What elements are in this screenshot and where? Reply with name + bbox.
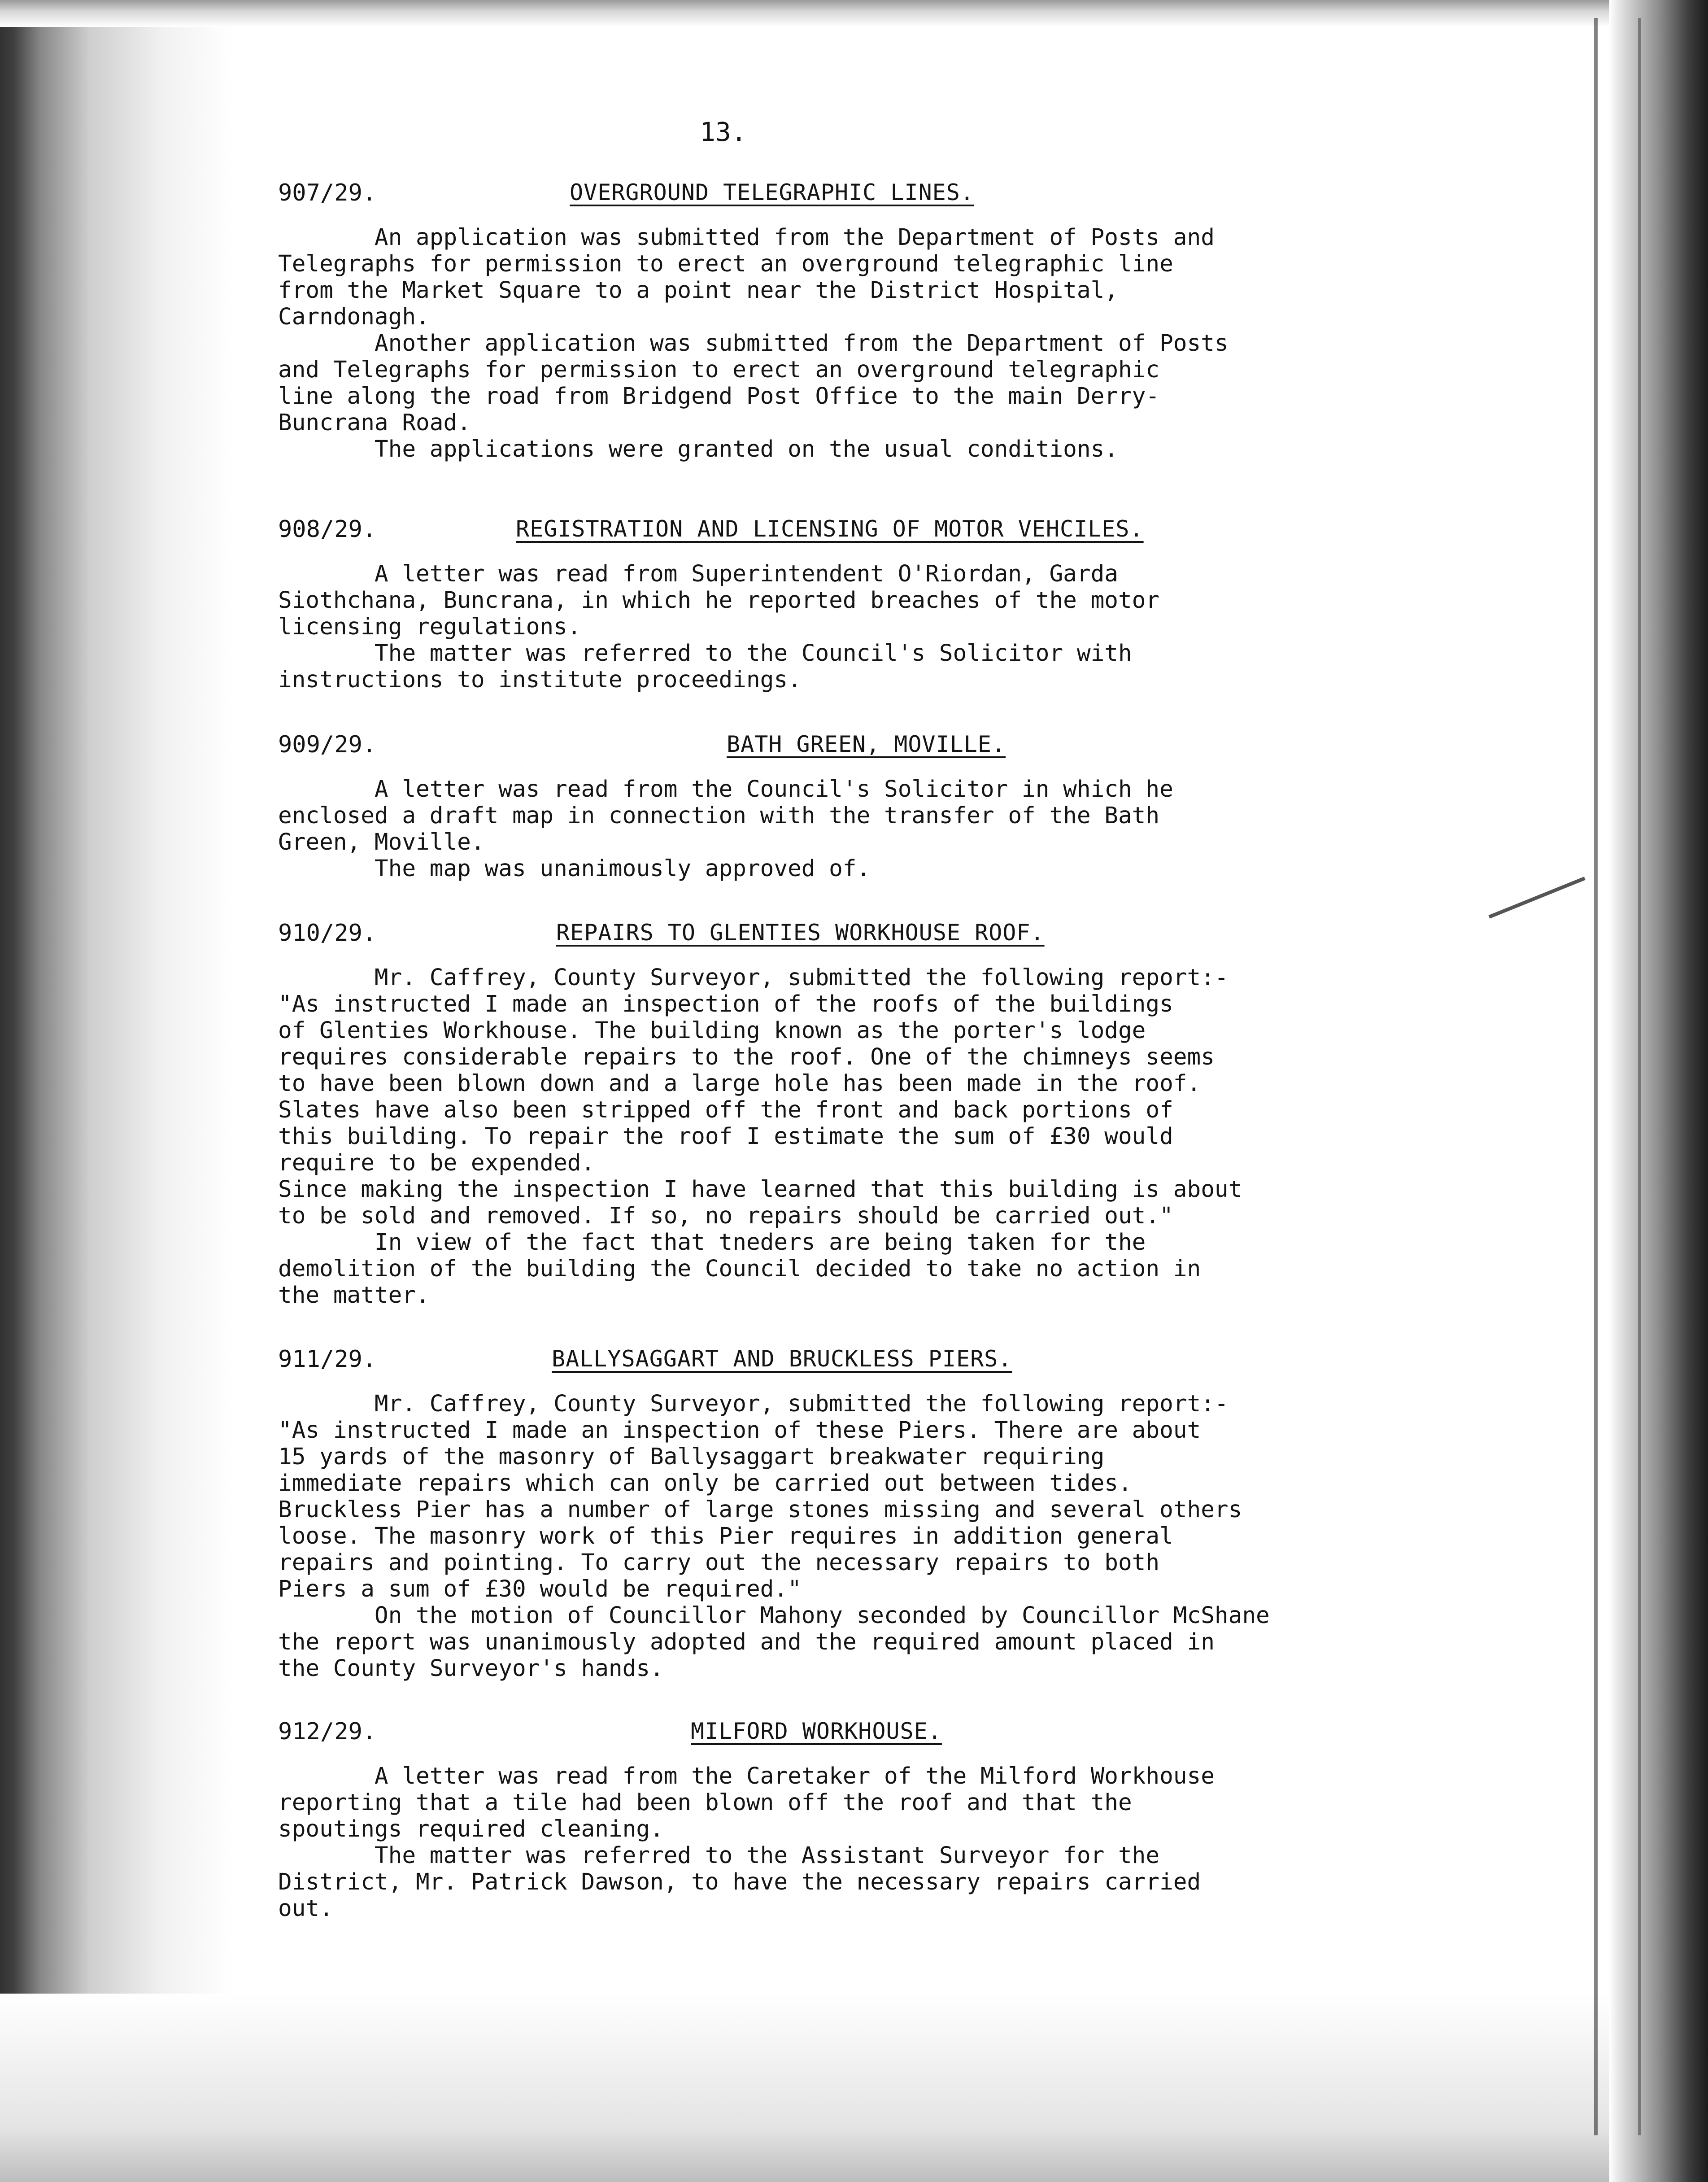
item-body xyxy=(278,1754,1462,1922)
pencil-mark xyxy=(1489,877,1586,919)
minute-item xyxy=(278,1346,1462,1682)
item-number: 908/29. xyxy=(278,516,377,543)
item-title: REPAIRS TO GLENTIES WORKHOUSE ROOF. xyxy=(556,920,1045,946)
paragraph: Another application was submitted from the Department of Posts and Telegraphs for permission to erect an overground telegraphic line along the road from Bridgend Post Office to the main Derry- Buncrana Road. xyxy=(278,330,1229,436)
paragraph: Mr. Caffrey, County Surveyor, submitted the following report:- "As instructed I made an inspection of these Piers. There are about 15 yards of the masonry of Ballysaggart breakwater requiring immediate repairs which can only be carried out between tides. Bruckless Pier has a number of large stones missing and several others loose. The masonry work of this Pier requires in addition general repairs and pointing. To carry out the necessary repairs to both Piers a sum of £30 would be required." xyxy=(278,1391,1242,1602)
item-number: 909/29. xyxy=(278,731,377,758)
scan-border-bottom xyxy=(0,1994,1708,2182)
paragraph: A letter was read from the Caretaker of the Milford Workhouse reporting that a tile had been blown off the roof and that the spoutings required cleaning. xyxy=(278,1763,1215,1842)
item-title: BALLYSAGGART AND BRUCKLESS PIERS. xyxy=(552,1346,1012,1372)
item-title: REGISTRATION AND LICENSING OF MOTOR VEHCILES. xyxy=(516,516,1144,542)
paragraph: An application was submitted from the Department of Posts and Telegraphs for permission to erect an overground telegraphic line from the Market Square to a point near the District Hospital, Carndonagh. xyxy=(278,224,1215,330)
item-title: MILFORD WORKHOUSE. xyxy=(691,1718,942,1744)
paragraph: The matter was referred to the Assistant Surveyor for the District, Mr. Patrick Dawson, to have the necessary repairs carried out. xyxy=(278,1842,1201,1922)
item-body xyxy=(278,215,1462,463)
item-title: BATH GREEN, MOVILLE. xyxy=(727,731,1006,757)
minute-item xyxy=(278,920,1462,1309)
item-number: 910/29. xyxy=(278,920,377,947)
item-number: 912/29. xyxy=(278,1718,377,1745)
item-heading xyxy=(278,731,1462,767)
minute-item xyxy=(278,516,1462,693)
scan-border-left xyxy=(0,0,233,2182)
paragraph: The matter was referred to the Council's Solicitor with instructions to institute proceedings. xyxy=(278,640,1132,693)
item-number: 907/29. xyxy=(278,179,377,206)
paragraph: The map was unanimously approved of. xyxy=(278,855,871,882)
paragraph: In view of the fact that tneders are being taken for the demolition of the building the Council decided to take no action in the matter. xyxy=(278,1229,1201,1309)
item-body xyxy=(278,1382,1462,1682)
item-number: 911/29. xyxy=(278,1346,377,1373)
item-heading xyxy=(278,516,1462,552)
item-heading xyxy=(278,920,1462,956)
item-body xyxy=(278,956,1462,1309)
scan-border-top xyxy=(0,0,1708,27)
item-heading xyxy=(278,179,1462,215)
item-body xyxy=(278,552,1462,693)
paragraph: A letter was read from the Council's Solicitor in which he enclosed a draft map in connection with the transfer of the Bath Green, Moville. xyxy=(278,776,1173,855)
paragraph: A letter was read from Superintendent O'Riordan, Garda Siothchana, Buncrana, in which he reported breaches of the motor licensing regulations. xyxy=(278,561,1160,640)
item-body xyxy=(278,767,1462,882)
paragraph: On the motion of Councillor Mahony seconded by Councillor McShane the report was unanimously adopted and the required amount placed in the County Surveyor's hands. xyxy=(278,1602,1270,1682)
item-heading xyxy=(278,1718,1462,1754)
item-heading xyxy=(278,1346,1462,1382)
minute-item xyxy=(278,179,1462,463)
minute-item xyxy=(278,1718,1462,1922)
page-number: 13. xyxy=(700,117,747,147)
paragraph: Mr. Caffrey, County Surveyor, submitted the following report:- "As instructed I made an inspection of the roofs of the buildings of Glenties Workhouse. The building known as the porter's lodge requires considerable repairs to the roof. One of the chimneys seems to have been blown down and a large hole has been made in the roof. Slates have also been stripped off the front and back portions of this building. To repair the roof I estimate the sum of £30 would require to be expended. Since making the inspection I have learned that this building is about to be sold and removed. If so, no repairs should be carried out." xyxy=(278,964,1242,1229)
page-stack-edge xyxy=(1594,18,1641,2135)
item-title: OVERGROUND TELEGRAPHIC LINES. xyxy=(570,179,974,205)
minute-item xyxy=(278,731,1462,882)
paragraph: The applications were granted on the usual conditions. xyxy=(278,436,1118,463)
